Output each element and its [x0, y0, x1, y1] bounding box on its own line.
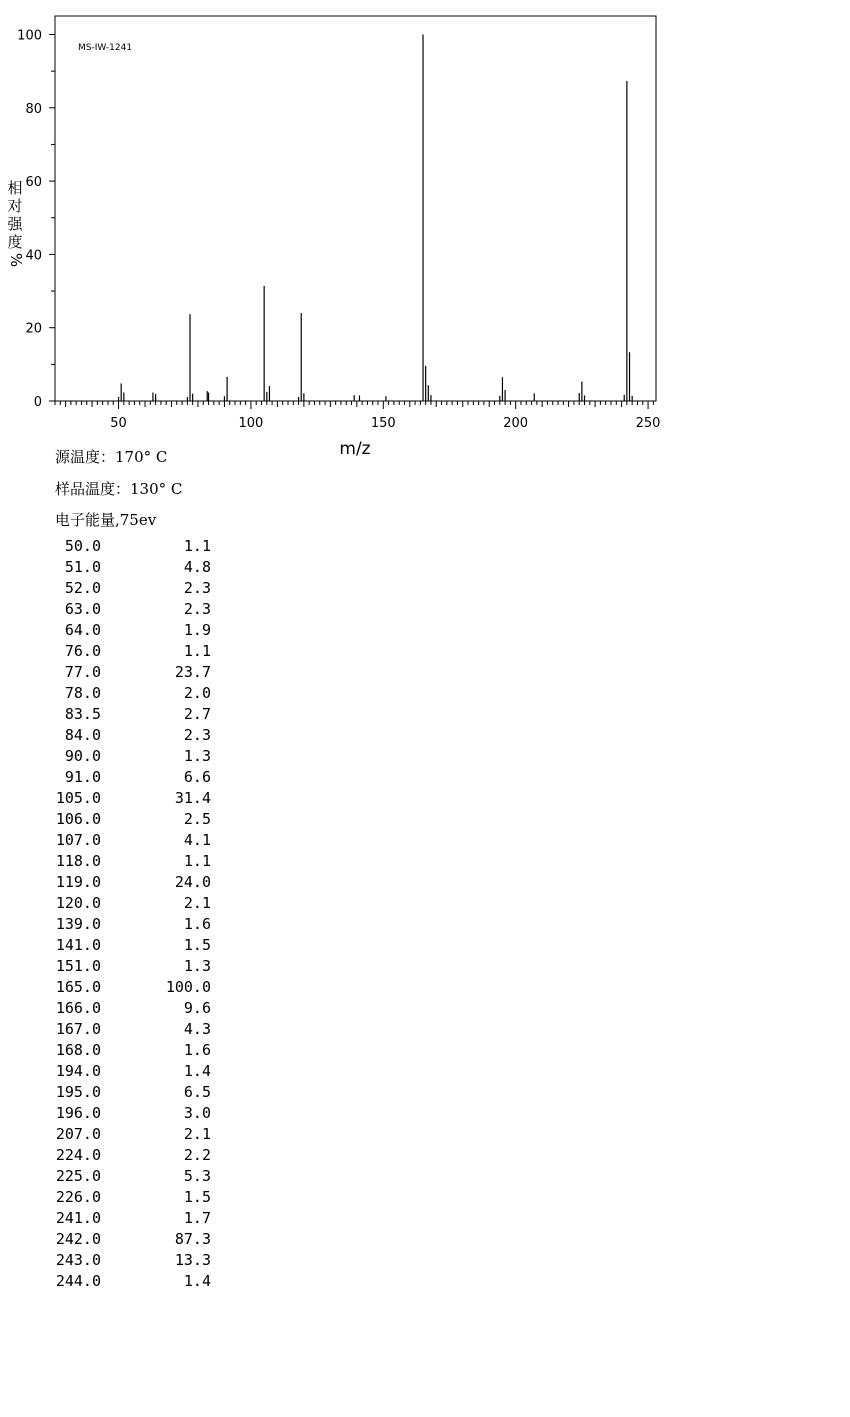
table-row	[38, 683, 211, 704]
peak-mz: 244.0	[55, 1272, 101, 1290]
y-axis-label-char: 度	[7, 233, 23, 251]
table-row	[38, 641, 211, 662]
peak-mz: 242.0	[55, 1230, 101, 1248]
peak-abundance: 2.0	[183, 684, 211, 702]
peak-abundance: 9.6	[183, 999, 211, 1017]
peak-mz: 195.0	[55, 1083, 101, 1101]
peak-mz: 76.0	[64, 642, 101, 660]
peak-mz: 78.0	[64, 684, 101, 702]
peak-abundance: 1.1	[183, 537, 211, 555]
y-tick-label: 100	[17, 28, 42, 44]
y-axis-label-char: 相	[7, 179, 23, 197]
peak-mz: 165.0	[55, 978, 101, 996]
peak-mz: 196.0	[55, 1104, 101, 1122]
peak-mz: 105.0	[55, 789, 101, 807]
table-row	[38, 1019, 211, 1040]
y-tick-label: 0	[33, 395, 42, 410]
peak-abundance: 1.5	[183, 1188, 211, 1206]
table-row	[38, 998, 211, 1019]
peak-abundance: 2.3	[183, 600, 211, 618]
y-tick-label: 20	[25, 321, 42, 337]
table-row	[38, 1166, 211, 1187]
x-tick-label: 100	[238, 416, 264, 431]
peak-abundance: 13.3	[174, 1251, 211, 1269]
peak-mz: 77.0	[64, 663, 101, 681]
peak-abundance: 4.3	[183, 1020, 211, 1038]
peak-mz: 151.0	[55, 957, 101, 975]
peak-abundance: 31.4	[174, 789, 211, 807]
peak-abundance: 1.5	[183, 936, 211, 954]
sample-temperature: 样品温度：130° C	[55, 480, 183, 498]
peak-mz: 224.0	[55, 1146, 101, 1164]
table-row	[38, 599, 211, 620]
y-axis-label-char: %	[7, 252, 25, 268]
table-row	[38, 1208, 211, 1229]
electron-energy: 电子能量,75ev	[55, 511, 157, 529]
table-row	[38, 620, 211, 641]
table-row	[38, 914, 211, 935]
peak-mz: 91.0	[64, 768, 101, 786]
peak-mz: 243.0	[55, 1251, 101, 1269]
peak-abundance: 2.1	[183, 894, 211, 912]
x-tick-label: 250	[635, 416, 661, 431]
peak-abundance: 87.3	[174, 1230, 211, 1248]
table-row	[38, 725, 211, 746]
sample-id: MS-IW-1241	[78, 43, 133, 53]
table-row	[38, 767, 211, 788]
peak-abundance: 2.5	[183, 810, 211, 828]
table-row	[38, 851, 211, 872]
y-tick-label: 80	[25, 101, 42, 117]
peak-abundance: 4.8	[183, 558, 211, 576]
table-row	[38, 1187, 211, 1208]
peak-abundance: 24.0	[174, 873, 211, 891]
table-row	[38, 872, 211, 893]
axes	[17, 29, 660, 432]
table-row	[38, 536, 211, 557]
peak-mz: 119.0	[55, 873, 101, 891]
peak-mz: 139.0	[55, 915, 101, 933]
table-row	[38, 1124, 211, 1145]
table-row	[38, 788, 211, 809]
table-row	[38, 1145, 211, 1166]
peak-mz: 207.0	[55, 1125, 101, 1143]
source-temperature: 源温度：170° C	[55, 448, 168, 466]
x-tick-label: 50	[110, 416, 127, 431]
table-row	[38, 1103, 211, 1124]
peak-bars	[119, 35, 633, 402]
peak-mz: 141.0	[55, 936, 101, 954]
peak-mz: 63.0	[64, 600, 101, 618]
peak-mz: 226.0	[55, 1188, 101, 1206]
peak-mz: 167.0	[55, 1020, 101, 1038]
peak-abundance: 1.1	[183, 852, 211, 870]
peak-mz: 50.0	[64, 537, 101, 555]
peak-abundance: 6.6	[183, 768, 211, 786]
table-row	[38, 578, 211, 599]
peak-table	[38, 536, 211, 1292]
peak-mz: 107.0	[55, 831, 101, 849]
peak-mz: 64.0	[64, 621, 101, 639]
peak-mz: 225.0	[55, 1167, 101, 1185]
table-row	[38, 746, 211, 767]
peak-mz: 120.0	[55, 894, 101, 912]
table-row	[38, 893, 211, 914]
peak-mz: 52.0	[64, 579, 101, 597]
table-row	[38, 809, 211, 830]
x-tick-label: 200	[503, 416, 529, 431]
table-row	[38, 1229, 211, 1250]
peak-abundance: 4.1	[183, 831, 211, 849]
table-row	[38, 1271, 211, 1292]
peak-abundance: 1.7	[183, 1209, 211, 1227]
table-row	[38, 557, 211, 578]
mass-spectrum-chart	[0, 0, 850, 470]
peak-abundance: 5.3	[183, 1167, 211, 1185]
peak-abundance: 1.1	[183, 642, 211, 660]
peak-abundance: 100.0	[165, 978, 211, 996]
table-row	[38, 1040, 211, 1061]
peak-mz: 90.0	[64, 747, 101, 765]
table-row	[38, 1061, 211, 1082]
peak-mz: 166.0	[55, 999, 101, 1017]
peak-abundance: 2.3	[183, 726, 211, 744]
peak-mz: 106.0	[55, 810, 101, 828]
peak-mz: 83.5	[64, 705, 101, 723]
peak-abundance: 2.7	[183, 705, 211, 723]
x-tick-label: 150	[370, 416, 396, 431]
table-row	[38, 830, 211, 851]
y-tick-label: 60	[25, 175, 42, 191]
peak-abundance: 2.1	[183, 1125, 211, 1143]
peak-mz: 241.0	[55, 1209, 101, 1227]
peak-mz: 194.0	[55, 1062, 101, 1080]
peak-abundance: 1.4	[183, 1272, 211, 1290]
peak-abundance: 1.9	[183, 621, 211, 639]
peak-abundance: 1.6	[183, 915, 211, 933]
peak-mz: 84.0	[64, 726, 101, 744]
table-row	[38, 1250, 211, 1271]
plot-frame	[55, 16, 656, 401]
peak-abundance: 2.3	[183, 579, 211, 597]
peak-abundance: 1.3	[183, 747, 211, 765]
peak-abundance: 1.4	[183, 1062, 211, 1080]
table-row	[38, 956, 211, 977]
peak-mz: 168.0	[55, 1041, 101, 1059]
table-row	[38, 704, 211, 725]
x-axis-label: m/z	[339, 439, 371, 459]
y-axis-label-char: 对	[7, 197, 23, 215]
peak-abundance: 1.6	[183, 1041, 211, 1059]
table-row	[38, 977, 211, 998]
table-row	[38, 1082, 211, 1103]
peak-abundance: 23.7	[174, 663, 211, 681]
y-tick-label: 40	[25, 248, 42, 264]
peak-abundance: 1.3	[183, 957, 211, 975]
table-row	[38, 935, 211, 956]
peak-mz: 118.0	[55, 852, 101, 870]
y-axis-label-char: 强	[7, 215, 23, 233]
peak-abundance: 2.2	[183, 1146, 211, 1164]
peak-abundance: 6.5	[183, 1083, 211, 1101]
peak-mz: 51.0	[64, 558, 101, 576]
table-row	[38, 662, 211, 683]
peak-abundance: 3.0	[183, 1104, 211, 1122]
y-axis-label	[7, 179, 25, 267]
